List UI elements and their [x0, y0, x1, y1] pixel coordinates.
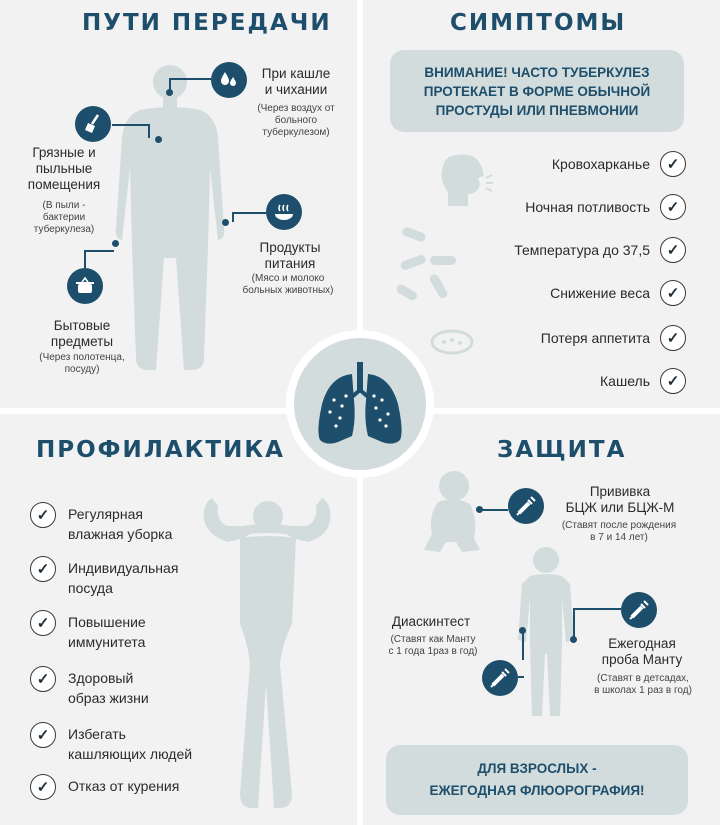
symptom-item — [525, 194, 686, 220]
bcg-label: Прививка БЦЖ или БЦЖ-М — [565, 484, 675, 515]
athlete-silhouette — [196, 494, 336, 814]
prevention-label: Индивидуальная посуда — [68, 560, 179, 596]
prevention-item — [30, 776, 179, 800]
check-icon: ✓ — [660, 237, 686, 263]
dust-pointer-dot — [155, 136, 162, 143]
mantoux-label: Ежегодная проба Манту — [601, 636, 683, 667]
dust-pointer-line-v — [148, 124, 150, 138]
bcg-note: (Ставят после рождения в 7 и 14 лет) — [561, 520, 677, 543]
symptom-item — [600, 368, 686, 394]
check-icon: ✓ — [660, 151, 686, 177]
prevention-item — [30, 668, 149, 708]
check-icon: ✓ — [30, 666, 56, 692]
bacteria-icon — [392, 226, 472, 322]
syringe-icon — [621, 592, 657, 628]
diaskin-note: (Ставят как Манту с 1 года 1раз в год) — [388, 634, 478, 657]
mantoux-note: (Ставят в детсадах, в школах 1 раз в год) — [594, 673, 692, 696]
prevention-label: Повышение иммунитета — [68, 614, 146, 650]
coughing-head-icon — [438, 150, 496, 210]
mantoux-pointer-line-h — [573, 608, 621, 610]
symptom-label: Температура до 37,5 — [514, 242, 650, 258]
center-circle — [294, 338, 426, 470]
bcg-pointer-line — [480, 509, 508, 511]
symptoms-title: СИМПТОМЫ — [450, 10, 627, 36]
household-label: Бытовые предметы — [50, 318, 114, 349]
check-icon: ✓ — [660, 280, 686, 306]
food-label: Продукты питания — [259, 240, 321, 271]
syringe-icon — [482, 660, 518, 696]
household-pointer-line — [84, 250, 86, 268]
check-icon: ✓ — [30, 556, 56, 582]
symptom-item — [541, 325, 686, 351]
dust-label: Грязные и пыльные помещения — [27, 145, 101, 192]
lungs-icon — [312, 360, 408, 448]
symptom-label: Кашель — [600, 373, 650, 389]
prevention-item — [30, 558, 178, 598]
check-icon: ✓ — [30, 502, 56, 528]
child-silhouette — [516, 544, 576, 724]
warning-banner: ВНИМАНИЕ! ЧАСТО ТУБЕРКУЛЕЗ ПРОТЕКАЕТ В ФОРМЕ ОБЫЧНОЙ ПРОСТУДЫ ИЛИ ПНЕВМОНИИ — [390, 50, 684, 132]
symptom-item — [550, 280, 686, 306]
adults-banner: ДЛЯ ВЗРОСЛЫХ - ЕЖЕГОДНАЯ ФЛЮОРОГРАФИЯ! — [386, 745, 688, 815]
prevention-label: Избегать кашляющих людей — [68, 726, 193, 762]
check-icon: ✓ — [30, 722, 56, 748]
mantoux-pointer-line — [573, 608, 575, 638]
cough-pointer-line — [169, 78, 171, 92]
diaskin-pointer-line-h — [518, 676, 524, 678]
prevention-item — [30, 612, 146, 652]
baby-silhouette — [420, 468, 484, 556]
prevention-label: Отказ от курения — [68, 778, 180, 794]
symptom-label: Потеря аппетита — [540, 330, 650, 346]
diaskin-label: Диаскинтест — [391, 614, 471, 629]
prevention-item — [30, 504, 172, 544]
prevention-title: ПРОФИЛАКТИКА — [36, 437, 285, 463]
cough-note: (Через воздух от больного туберкулезом) — [257, 103, 335, 138]
household-note: (Через полотенца, посуду) — [39, 352, 125, 375]
transmission-title: ПУТИ ПЕРЕДАЧИ — [82, 10, 332, 36]
broom-icon — [75, 106, 111, 142]
check-icon: ✓ — [30, 610, 56, 636]
diaskin-pointer-line — [522, 630, 524, 660]
microbe-icon — [428, 322, 476, 360]
syringe-icon — [508, 488, 544, 524]
check-icon: ✓ — [660, 368, 686, 394]
household-pointer-line-h — [84, 250, 114, 252]
food-pointer-line — [232, 212, 266, 214]
pot-icon — [67, 268, 103, 304]
food-pointer-line-v — [232, 212, 234, 222]
cough-label: При кашле и чихании — [261, 66, 331, 97]
check-icon: ✓ — [660, 325, 686, 351]
cough-pointer-line-h — [169, 78, 211, 80]
symptom-label: Кровохарканье — [551, 156, 650, 172]
symptom-label: Снижение веса — [550, 285, 650, 301]
protection-title: ЗАЩИТА — [497, 437, 627, 463]
check-icon: ✓ — [660, 194, 686, 220]
dust-pointer-line — [112, 124, 150, 126]
food-note: (Мясо и молоко больных животных) — [242, 273, 334, 296]
droplets-icon — [211, 62, 247, 98]
hot-food-icon — [266, 194, 302, 230]
dust-note: (В пыли - бактерии туберкулеза) — [33, 200, 95, 235]
prevention-item — [30, 724, 192, 764]
household-pointer-dot — [112, 240, 119, 247]
prevention-label: Здоровый образ жизни — [68, 670, 149, 706]
food-pointer-dot — [222, 219, 229, 226]
prevention-label: Регулярная влажная уборка — [68, 506, 173, 542]
symptom-item — [552, 151, 686, 177]
symptom-label: Ночная потливость — [525, 199, 650, 215]
symptom-item — [514, 237, 686, 263]
check-icon: ✓ — [30, 774, 56, 800]
